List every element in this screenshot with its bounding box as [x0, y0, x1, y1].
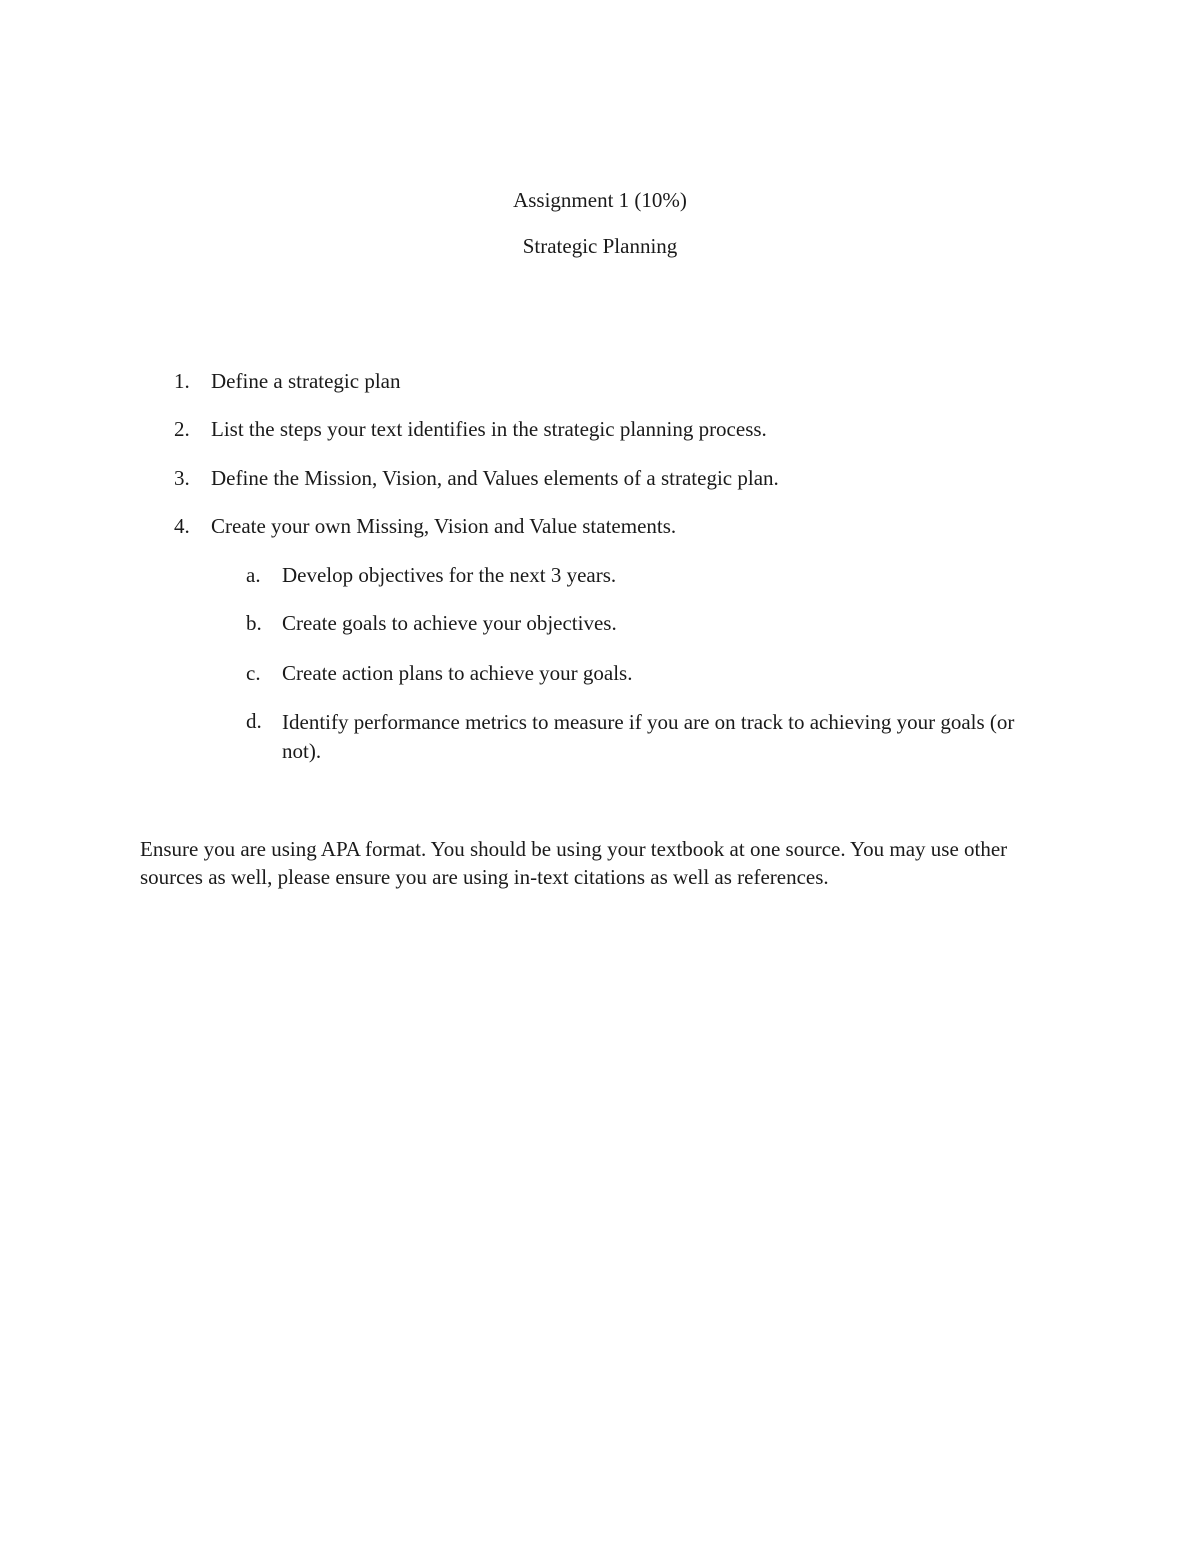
- list-item-text: Define the Mission, Vision, and Values elements of a strategic plan.: [211, 466, 779, 490]
- list-item-text: List the steps your text identifies in the strategic planning process.: [211, 417, 767, 441]
- sub-list-item-text: Develop objectives for the next 3 years.: [282, 563, 617, 587]
- instructions-paragraph: Ensure you are using APA format. You should be using your textbook at one source. You may use other sources as well, please ensure you are using in-text citations as well as references.: [140, 837, 1008, 889]
- sub-list-item-text: Identify performance metrics to measure if you are on track to achieving your goals (or not).: [282, 710, 1015, 763]
- assignment-title: Assignment 1 (10%): [513, 188, 687, 212]
- sub-list-marker: d.: [246, 709, 262, 733]
- list-marker: 4.: [174, 514, 190, 538]
- list-marker: 2.: [174, 417, 190, 441]
- sub-list-item-text: Create goals to achieve your objectives.: [282, 611, 617, 635]
- list-marker: 1.: [174, 369, 190, 393]
- sub-list-item-text: Create action plans to achieve your goals.: [282, 661, 633, 685]
- sub-list-marker: b.: [246, 611, 262, 635]
- list-item-text: Create your own Missing, Vision and Value statements.: [211, 514, 677, 538]
- assignment-subtitle: Strategic Planning: [522, 234, 678, 258]
- list-item-text: Define a strategic plan: [211, 369, 401, 393]
- list-marker: 3.: [174, 466, 190, 490]
- sub-list-marker: c.: [246, 661, 261, 685]
- sub-list-marker: a.: [246, 563, 261, 587]
